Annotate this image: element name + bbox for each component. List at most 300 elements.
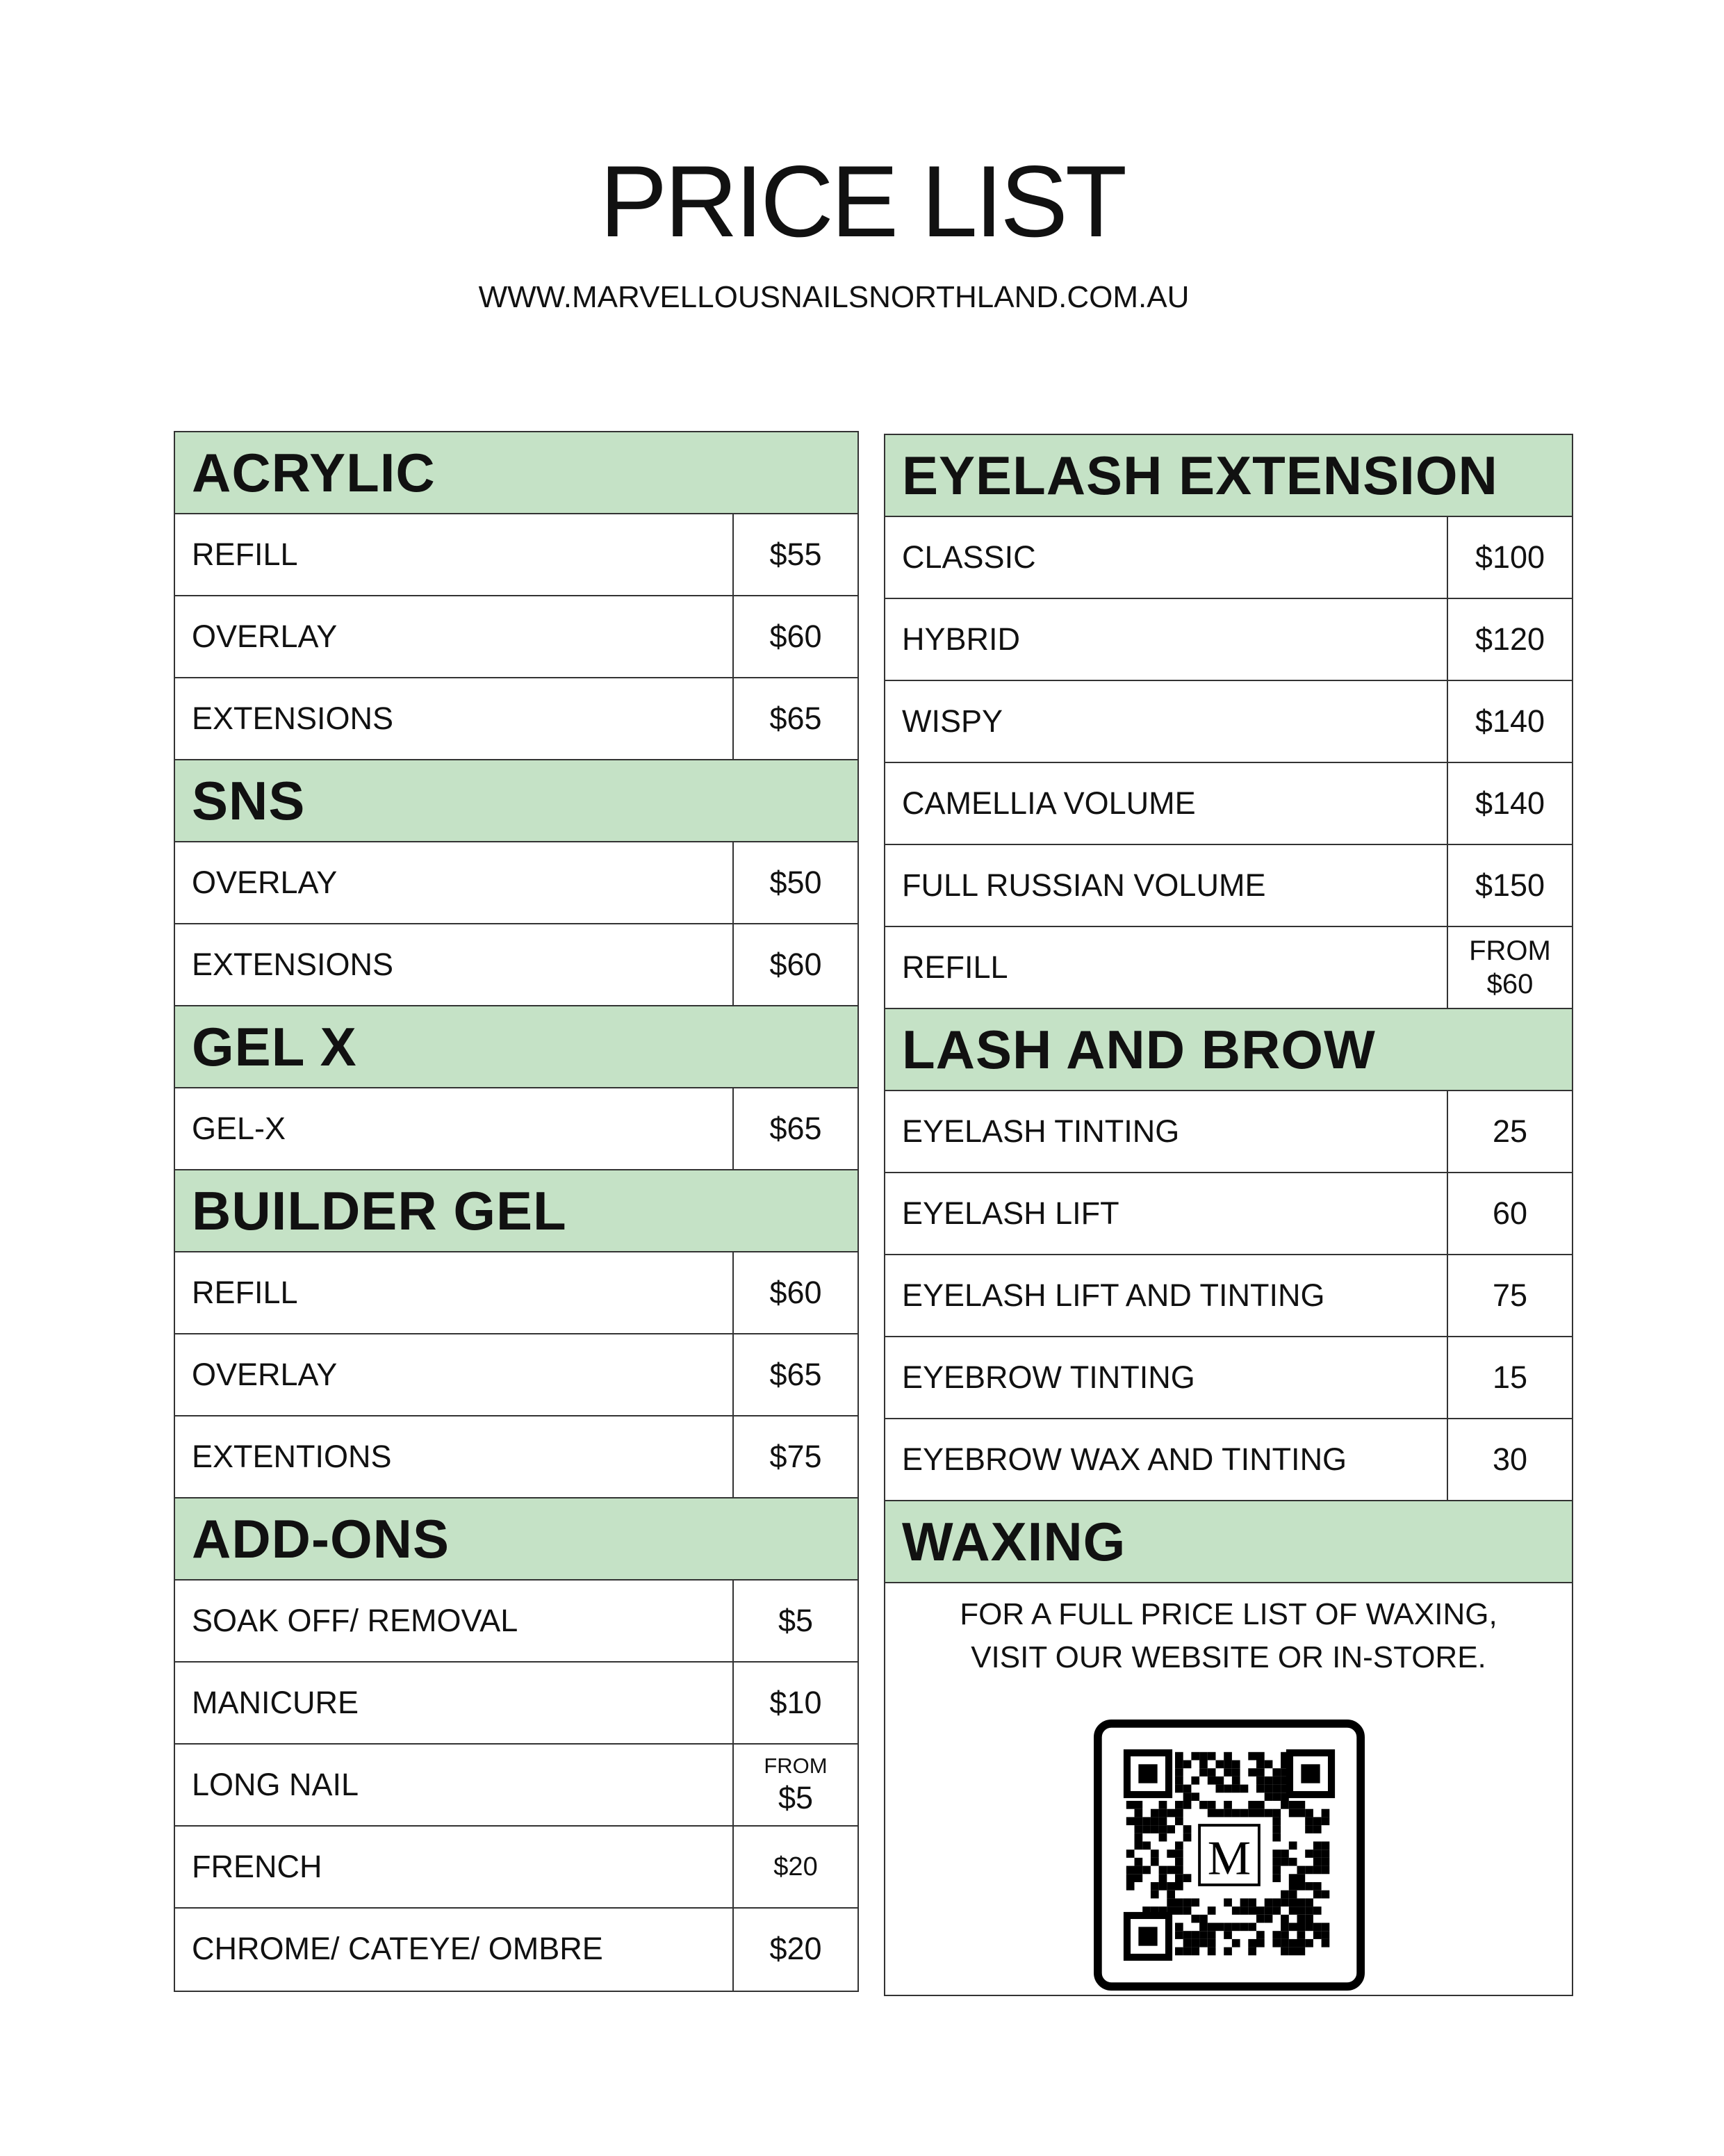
qr-module <box>1272 1809 1281 1818</box>
service-name: SOAK OFF/ REMOVAL <box>175 1581 734 1661</box>
qr-module <box>1248 1947 1256 1956</box>
qr-module <box>1175 1761 1183 1769</box>
qr-module <box>1216 1809 1224 1818</box>
qr-module <box>1224 1768 1232 1777</box>
qr-module <box>1159 1834 1167 1842</box>
service-name: HYBRID <box>885 599 1448 680</box>
service-name: EYEBROW WAX AND TINTING <box>885 1419 1448 1500</box>
qr-module <box>1208 1752 1216 1761</box>
qr-module <box>1248 1768 1256 1777</box>
qr-module <box>1240 1923 1249 1932</box>
service-name: LONG NAIL <box>175 1745 734 1825</box>
qr-module <box>1281 1858 1289 1866</box>
qr-module <box>1175 1866 1183 1875</box>
qr-module <box>1183 1825 1192 1834</box>
qr-module <box>1297 1898 1306 1906</box>
qr-module <box>1297 1874 1306 1882</box>
service-name: CHROME/ CATEYE/ OMBRE <box>175 1909 734 1991</box>
qr-module <box>1322 1858 1330 1866</box>
qr-module <box>1248 1906 1256 1915</box>
qr-module <box>1159 1882 1167 1890</box>
qr-module <box>1272 1898 1281 1906</box>
qr-module <box>1297 1906 1306 1915</box>
qr-module <box>1183 1761 1192 1769</box>
qr-module <box>1216 1923 1224 1932</box>
qr-module <box>1313 1866 1322 1875</box>
price-row <box>885 927 1572 1009</box>
qr-module <box>1135 1825 1143 1834</box>
qr-module <box>1322 1890 1330 1899</box>
qr-module <box>1151 1890 1159 1899</box>
qr-logo-letter: M <box>1207 1831 1251 1886</box>
qr-module <box>1199 1915 1208 1923</box>
qr-module <box>1208 1939 1216 1947</box>
qr-module <box>1272 1792 1281 1801</box>
qr-module <box>1265 1785 1273 1793</box>
qr-module <box>1175 1809 1183 1818</box>
qr-module <box>1151 1849 1159 1858</box>
qr-module <box>1159 1874 1167 1882</box>
qr-module <box>1289 1898 1297 1906</box>
qr-module <box>1175 1906 1183 1915</box>
qr-module <box>1289 1939 1297 1947</box>
qr-module <box>1313 1923 1322 1932</box>
qr-module <box>1322 1817 1330 1825</box>
qr-module <box>1297 1801 1306 1809</box>
price-row <box>175 1088 857 1170</box>
qr-module <box>1135 1834 1143 1842</box>
service-price: 15 <box>1492 1359 1528 1395</box>
qr-module <box>1232 1906 1240 1915</box>
qr-module <box>1297 1939 1306 1947</box>
qr-module <box>1232 1768 1240 1777</box>
qr-module <box>1175 1947 1183 1956</box>
qr-finder-bottom-left-core <box>1138 1927 1157 1945</box>
service-price: $150 <box>1475 867 1545 903</box>
qr-module <box>1232 1785 1240 1793</box>
price-row <box>175 1334 857 1416</box>
service-price: $5 <box>778 1603 814 1638</box>
qr-module <box>1199 1761 1208 1769</box>
qr-module <box>1142 1866 1151 1875</box>
qr-module <box>1272 1768 1281 1777</box>
qr-module <box>1272 1785 1281 1793</box>
qr-module <box>1142 1842 1151 1850</box>
service-price: 30 <box>1492 1442 1528 1477</box>
service-price <box>734 1745 857 1825</box>
right-price-table <box>884 434 1573 1996</box>
qr-module <box>1183 1898 1192 1906</box>
qr-module <box>1289 1809 1297 1818</box>
qr-module <box>1126 1801 1135 1809</box>
qr-module <box>1224 1761 1232 1769</box>
qr-module <box>1175 1882 1183 1890</box>
left-price-table <box>174 431 859 1992</box>
qr-module <box>1167 1882 1175 1890</box>
price-row <box>175 1252 857 1334</box>
price-row <box>175 1909 857 1991</box>
qr-module <box>1159 1825 1167 1834</box>
qr-module <box>1175 1842 1183 1850</box>
service-price: $65 <box>769 701 822 736</box>
qr-module <box>1313 1858 1322 1866</box>
service-price: $50 <box>769 865 822 900</box>
price-row <box>885 681 1572 763</box>
service-name: GEL-X <box>175 1088 734 1169</box>
price-value: $60 <box>1486 969 1534 999</box>
qr-module <box>1256 1931 1265 1939</box>
service-price: $140 <box>1475 703 1545 739</box>
qr-module <box>1135 1866 1143 1875</box>
qr-module <box>1183 1792 1192 1801</box>
qr-module <box>1289 1874 1297 1882</box>
price-row <box>885 599 1572 681</box>
qr-module <box>1248 1898 1256 1906</box>
qr-module <box>1135 1809 1143 1818</box>
qr-module <box>1256 1777 1265 1785</box>
service-price: $60 <box>769 947 822 982</box>
qr-module <box>1183 1834 1192 1842</box>
qr-module <box>1167 1809 1175 1818</box>
qr-module <box>1151 1858 1159 1866</box>
price-row <box>175 596 857 678</box>
qr-module <box>1265 1906 1273 1915</box>
qr-module <box>1305 1825 1313 1834</box>
service-name: OVERLAY <box>175 1334 734 1415</box>
qr-module <box>1224 1801 1232 1809</box>
waxing-note <box>885 1583 1572 1679</box>
qr-module <box>1248 1939 1256 1947</box>
service-name: REFILL <box>175 514 734 595</box>
qr-module <box>1272 1906 1281 1915</box>
qr-module <box>1232 1939 1240 1947</box>
qr-module <box>1289 1801 1297 1809</box>
qr-module <box>1191 1947 1199 1956</box>
qr-finder-top-right-core <box>1301 1764 1320 1783</box>
price-row <box>175 1416 857 1498</box>
price-row <box>175 1581 857 1663</box>
qr-module <box>1256 1752 1265 1761</box>
qr-module <box>1313 1849 1322 1858</box>
qr-module <box>1297 1882 1306 1890</box>
qr-module <box>1208 1906 1216 1915</box>
service-name: OVERLAY <box>175 842 734 923</box>
service-name: CAMELLIA VOLUME <box>885 763 1448 844</box>
qr-module <box>1216 1785 1224 1793</box>
price-from-label: FROM <box>1469 936 1551 966</box>
qr-module <box>1322 1842 1330 1850</box>
qr-module <box>1167 1890 1175 1899</box>
qr-module <box>1322 1809 1330 1818</box>
qr-module <box>1289 1858 1297 1866</box>
qr-module <box>1224 1785 1232 1793</box>
qr-module <box>1322 1923 1330 1932</box>
service-price: $100 <box>1475 539 1545 575</box>
service-price: 25 <box>1492 1113 1528 1149</box>
qr-module <box>1175 1898 1183 1906</box>
qr-module <box>1224 1809 1232 1818</box>
qr-module <box>1175 1817 1183 1825</box>
section-header-waxing: WAXING <box>885 1501 1572 1583</box>
website-url[interactable]: WWW.MARVELLOUSNAILSNORTHLAND.COM.AU <box>478 280 1190 314</box>
qr-module <box>1297 1947 1306 1956</box>
qr-module <box>1272 1777 1281 1785</box>
service-name: EYEBROW TINTING <box>885 1337 1448 1418</box>
qr-code-icon[interactable] <box>1094 1720 1365 1991</box>
qr-module <box>1297 1931 1306 1939</box>
qr-module <box>1265 1761 1273 1769</box>
qr-module <box>1126 1882 1135 1890</box>
price-row <box>175 842 857 924</box>
qr-module <box>1272 1858 1281 1866</box>
qr-module <box>1175 1752 1183 1761</box>
qr-module <box>1256 1906 1265 1915</box>
qr-module <box>1232 1777 1240 1785</box>
price-row <box>175 1827 857 1909</box>
page-title: PRICE LIST <box>599 145 1125 258</box>
qr-module <box>1159 1801 1167 1809</box>
qr-module <box>1305 1849 1313 1858</box>
qr-module <box>1151 1809 1159 1818</box>
qr-module <box>1199 1939 1208 1947</box>
service-price: 60 <box>1492 1195 1528 1231</box>
service-name: EXTENSIONS <box>175 924 734 1005</box>
qr-module <box>1240 1809 1249 1818</box>
qr-module <box>1313 1890 1322 1899</box>
qr-module <box>1224 1947 1232 1956</box>
qr-module <box>1248 1752 1256 1761</box>
qr-module <box>1322 1931 1330 1939</box>
service-price: 75 <box>1492 1277 1528 1313</box>
qr-module <box>1183 1801 1192 1809</box>
qr-module <box>1175 1801 1183 1809</box>
qr-module <box>1159 1809 1167 1818</box>
service-price: $60 <box>769 619 822 654</box>
price-from-label: FROM <box>764 1754 828 1779</box>
service-name: FULL RUSSIAN VOLUME <box>885 845 1448 926</box>
service-price: $65 <box>769 1111 822 1146</box>
qr-module <box>1281 1801 1289 1809</box>
price-row <box>885 845 1572 927</box>
qr-module <box>1126 1849 1135 1858</box>
qr-module <box>1135 1874 1143 1882</box>
qr-module <box>1313 1882 1322 1890</box>
qr-module <box>1232 1923 1240 1932</box>
qr-module <box>1183 1785 1192 1793</box>
section-header-builder-gel: BUILDER GEL <box>175 1170 857 1252</box>
qr-module <box>1224 1898 1232 1906</box>
qr-module <box>1240 1785 1249 1793</box>
price-row <box>885 763 1572 845</box>
section-header-sns: SNS <box>175 760 857 842</box>
section-header-acrylic: ACRYLIC <box>175 432 857 514</box>
qr-module <box>1313 1931 1322 1939</box>
qr-module <box>1183 1947 1192 1956</box>
qr-module <box>1183 1939 1192 1947</box>
price-row <box>885 1091 1572 1173</box>
qr-module <box>1305 1817 1313 1825</box>
waxing-note-line: FOR A FULL PRICE LIST OF WAXING, <box>960 1597 1497 1631</box>
qr-module <box>1256 1768 1265 1777</box>
qr-module <box>1297 1915 1306 1923</box>
price-row <box>175 1745 857 1827</box>
qr-module <box>1183 1931 1192 1939</box>
qr-module <box>1151 1882 1159 1890</box>
service-name: EYELASH LIFT AND TINTING <box>885 1255 1448 1336</box>
qr-module <box>1232 1809 1240 1818</box>
service-price: $120 <box>1475 621 1545 657</box>
qr-module <box>1142 1817 1151 1825</box>
qr-module <box>1126 1866 1135 1875</box>
qr-module <box>1313 1842 1322 1850</box>
qr-module <box>1305 1882 1313 1890</box>
qr-module <box>1151 1817 1159 1825</box>
qr-module <box>1281 1947 1289 1956</box>
price-row <box>885 517 1572 599</box>
qr-module <box>1256 1801 1265 1809</box>
qr-module <box>1256 1761 1265 1769</box>
qr-module <box>1224 1923 1232 1932</box>
qr-module <box>1272 1931 1281 1939</box>
qr-module <box>1142 1825 1151 1834</box>
waxing-note-line: VISIT OUR WEBSITE OR IN-STORE. <box>971 1640 1486 1674</box>
qr-module <box>1135 1842 1143 1850</box>
price-row <box>175 1663 857 1745</box>
qr-module <box>1256 1915 1265 1923</box>
qr-module <box>1191 1898 1199 1906</box>
qr-module <box>1208 1777 1216 1785</box>
service-price: $75 <box>769 1439 822 1474</box>
qr-module <box>1272 1825 1281 1834</box>
qr-module <box>1167 1825 1175 1834</box>
qr-module <box>1272 1834 1281 1842</box>
qr-module <box>1126 1817 1135 1825</box>
qr-module <box>1248 1923 1256 1932</box>
qr-module <box>1297 1866 1306 1875</box>
qr-module <box>1289 1842 1297 1850</box>
qr-module <box>1265 1792 1273 1801</box>
qr-module <box>1191 1915 1199 1923</box>
qr-module <box>1151 1825 1159 1834</box>
qr-finder-top-left-core <box>1138 1764 1157 1783</box>
qr-module <box>1135 1801 1143 1809</box>
qr-module <box>1256 1785 1265 1793</box>
qr-module <box>1305 1923 1313 1932</box>
service-name: EXTENSIONS <box>175 678 734 759</box>
qr-module <box>1240 1906 1249 1915</box>
service-name: WISPY <box>885 681 1448 762</box>
qr-module <box>1272 1817 1281 1825</box>
price-row <box>885 1419 1572 1501</box>
service-price: $10 <box>769 1685 822 1720</box>
qr-module <box>1191 1777 1199 1785</box>
service-name: EYELASH TINTING <box>885 1091 1448 1172</box>
waxing-info <box>885 1583 1572 1995</box>
qr-module <box>1265 1809 1273 1818</box>
qr-module <box>1305 1915 1313 1923</box>
qr-module <box>1183 1874 1192 1882</box>
price-row <box>175 514 857 596</box>
qr-module <box>1289 1947 1297 1956</box>
qr-module <box>1322 1939 1330 1947</box>
qr-module <box>1191 1752 1199 1761</box>
qr-module <box>1191 1939 1199 1947</box>
qr-module <box>1199 1931 1208 1939</box>
qr-module <box>1281 1923 1289 1932</box>
price-row <box>885 1337 1572 1419</box>
qr-module <box>1297 1923 1306 1932</box>
price-row <box>175 678 857 760</box>
qr-module <box>1256 1809 1265 1818</box>
qr-module <box>1208 1768 1216 1777</box>
service-name: OVERLAY <box>175 596 734 677</box>
qr-module <box>1313 1825 1322 1834</box>
qr-module <box>1183 1906 1192 1915</box>
qr-module <box>1281 1890 1289 1899</box>
qr-module <box>1256 1939 1265 1947</box>
price-row <box>885 1173 1572 1255</box>
qr-module <box>1175 1931 1183 1939</box>
qr-module <box>1289 1890 1297 1899</box>
qr-module <box>1159 1817 1167 1825</box>
qr-module <box>1175 1874 1183 1882</box>
qr-module <box>1208 1923 1216 1932</box>
qr-module <box>1208 1931 1216 1939</box>
service-name: EXTENTIONS <box>175 1416 734 1497</box>
qr-module <box>1297 1809 1306 1818</box>
qr-module <box>1208 1809 1216 1818</box>
service-price: $140 <box>1475 785 1545 821</box>
qr-module <box>1305 1906 1313 1915</box>
qr-module <box>1135 1817 1143 1825</box>
qr-module <box>1167 1866 1175 1875</box>
qr-module <box>1248 1801 1256 1809</box>
service-price: $20 <box>769 1931 822 1966</box>
qr-module <box>1265 1915 1273 1923</box>
qr-module <box>1175 1849 1183 1858</box>
qr-module <box>1272 1866 1281 1875</box>
section-header-eyelash-extension: EYELASH EXTENSION <box>885 435 1572 517</box>
service-price: $60 <box>769 1275 822 1310</box>
qr-module <box>1248 1809 1256 1818</box>
qr-module <box>1265 1777 1273 1785</box>
qr-module <box>1167 1898 1175 1906</box>
qr-module <box>1208 1947 1216 1956</box>
qr-module <box>1305 1809 1313 1818</box>
qr-module <box>1281 1931 1289 1939</box>
qr-module <box>1313 1906 1322 1915</box>
qr-module <box>1281 1915 1289 1923</box>
qr-module <box>1126 1874 1135 1882</box>
qr-module <box>1199 1752 1208 1761</box>
qr-module <box>1272 1874 1281 1882</box>
qr-module <box>1216 1777 1224 1785</box>
qr-module <box>1281 1898 1289 1906</box>
service-price: $65 <box>769 1357 822 1392</box>
qr-module <box>1224 1752 1232 1761</box>
section-header-lash-and-brow: LASH AND BROW <box>885 1009 1572 1091</box>
qr-module <box>1305 1898 1313 1906</box>
qr-module <box>1216 1761 1224 1769</box>
section-header-gel-x: GEL X <box>175 1006 857 1088</box>
qr-module <box>1191 1931 1199 1939</box>
qr-module <box>1289 1882 1297 1890</box>
qr-module <box>1305 1939 1313 1947</box>
section-header-add-ons: ADD-ONS <box>175 1498 857 1581</box>
qr-module <box>1175 1777 1183 1785</box>
service-name: MANICURE <box>175 1663 734 1743</box>
qr-module <box>1224 1931 1232 1939</box>
